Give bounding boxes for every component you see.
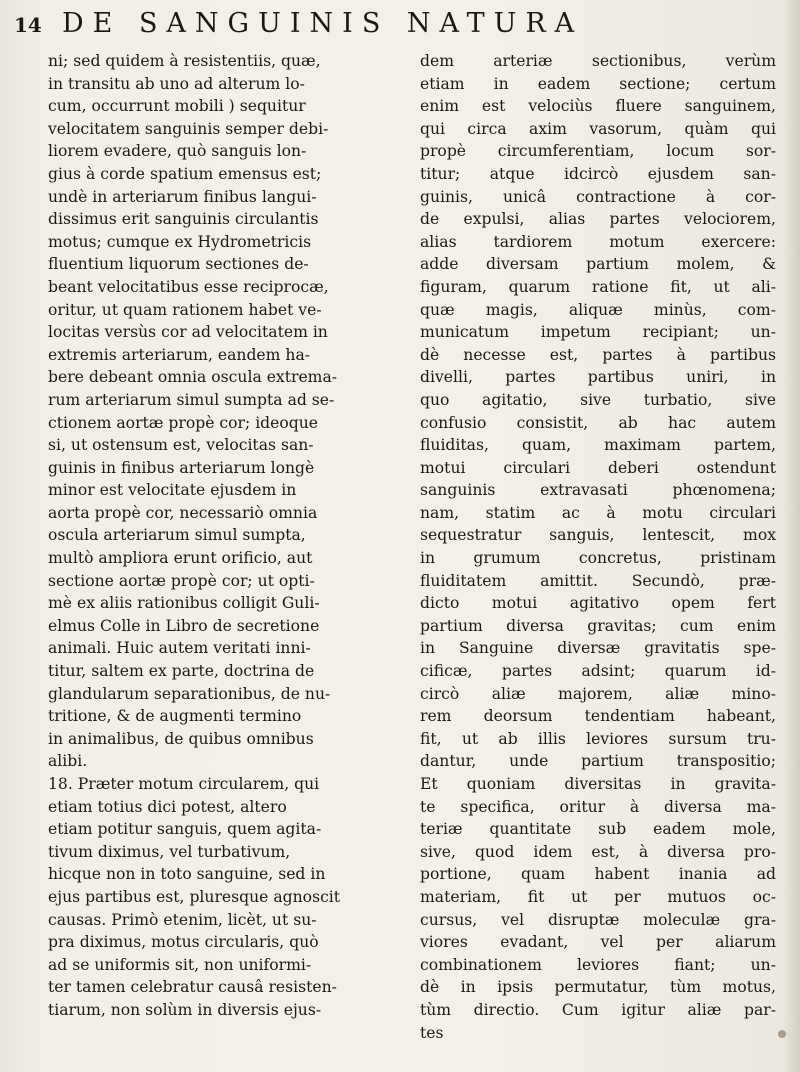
text-line: in Sanguine diversæ gravitatis spe- xyxy=(420,639,776,658)
text-line: alibi. xyxy=(48,752,88,771)
text-line: ni; sed quidem à resistentiis, quæ, xyxy=(48,52,321,70)
text-line: locitas versùs cor ad velocitatem in xyxy=(48,323,328,342)
text-line: sequestratur sanguis, lentescit, mox xyxy=(420,526,776,545)
page-edge-shadow xyxy=(782,0,800,1072)
text-line: in transitu ab uno ad alterum lo- xyxy=(48,74,305,93)
text-line: rum arteriarum simul sumpta ad se- xyxy=(48,390,335,409)
text-line: mè ex aliis rationibus colligit Guli- xyxy=(48,594,320,613)
text-line: combinationem leviores fiant; un- xyxy=(420,955,776,974)
text-line: teriæ quantitate sub eadem mole, xyxy=(420,820,776,839)
text-line: si, ut ostensum est, velocitas san- xyxy=(48,436,314,455)
text-line: fluiditatem amittit. Secundò, præ- xyxy=(420,571,776,590)
text-line: gius à corde spatium emensus est; xyxy=(48,164,322,183)
text-line: qui circa axim vasorum, quàm qui xyxy=(420,119,776,138)
text-line: propè circumferentiam, locum sor- xyxy=(420,142,776,161)
text-line: fit, ut ab illis leviores sursum tru- xyxy=(420,729,776,748)
left-column xyxy=(48,50,396,1022)
text-line: confusio consistit, ab hac autem xyxy=(420,413,776,432)
text-line: motui circulari deberi ostendunt xyxy=(420,458,776,477)
text-line: motus; cumque ex Hydrometricis xyxy=(48,232,312,251)
text-line: dicto motui agitativo opem fert xyxy=(420,594,776,613)
text-line: tes xyxy=(420,1023,444,1042)
text-line: dem arteriæ sectionibus, verùm xyxy=(420,52,776,70)
text-line: guinis in finibus arteriarum longè xyxy=(48,458,315,477)
text-line: undè in arteriarum finibus langui- xyxy=(48,187,317,206)
text-line: oscula arteriarum simul sumpta, xyxy=(48,526,306,545)
text-line: aorta propè cor, necessariò omnia xyxy=(48,503,318,522)
page-number: 14 xyxy=(14,13,42,37)
text-line: viores evadant, vel per aliarum xyxy=(420,933,776,952)
text-line: dissimus erit sanguinis circulantis xyxy=(48,210,319,229)
text-line: glandularum separationibus, de nu- xyxy=(48,684,331,703)
text-line: elmus Colle in Libro de secretione xyxy=(48,616,320,635)
running-title: DE SANGUINIS NATURA xyxy=(62,8,584,39)
text-line: divelli, partes partibus uniri, in xyxy=(420,368,776,387)
text-line: materiam, fit ut per mutuos oc- xyxy=(420,887,776,906)
text-line: quæ magis, aliquæ minùs, com- xyxy=(420,300,776,319)
text-line: alias tardiorem motum exercere: xyxy=(420,232,776,251)
text-line: fluentium liquorum sectiones de- xyxy=(48,255,309,274)
text-line: dè necesse est, partes à partibus xyxy=(420,345,776,364)
text-line: multò ampliora erunt orificio, aut xyxy=(48,549,313,568)
text-line: ctionem aortæ propè cor; ideoque xyxy=(48,413,319,432)
text-line: portione, quam habent inania ad xyxy=(420,865,776,884)
text-line: rem deorsum tendentiam habeant, xyxy=(420,707,776,726)
text-line: ad se uniformis sit, non uniformi- xyxy=(48,955,312,974)
text-line: tùm directio. Cum igitur aliæ par- xyxy=(420,1000,776,1019)
text-line: enim est velociùs fluere sanguinem, xyxy=(420,97,776,116)
ink-smudge xyxy=(778,1030,786,1038)
text-line: in grumum concretus, pristinam xyxy=(420,549,776,568)
text-line: municatum impetum recipiant; un- xyxy=(420,323,776,342)
text-line: minor est velocitate ejusdem in xyxy=(48,481,297,500)
text-line: hicque non in toto sanguine, sed in xyxy=(48,865,326,884)
text-line: ter tamen celebratur causâ resisten- xyxy=(48,978,337,997)
text-line: cificæ, partes adsint; quarum id- xyxy=(420,662,776,681)
text-line: figuram, quarum ratione fit, ut ali- xyxy=(420,277,776,296)
text-line: sanguinis extravasati phœnomena; xyxy=(420,481,776,500)
text-line: velocitatem sanguinis semper debi- xyxy=(48,119,329,138)
text-line: nam, statim ac à motu circulari xyxy=(420,503,776,522)
text-line: etiam totius dici potest, altero xyxy=(48,797,287,816)
text-line: 18. Præter motum circularem, qui xyxy=(48,775,320,793)
text-line: bere debeant omnia oscula extrema- xyxy=(48,368,338,387)
text-line: quo agitatio, sive turbatio, sive xyxy=(420,390,776,409)
text-line: te specifica, oritur à diversa ma- xyxy=(420,797,776,816)
text-line: dè in ipsis permutatur, tùm motus, xyxy=(420,978,776,997)
text-line: pra diximus, motus circularis, quò xyxy=(48,933,319,952)
text-line: sive, quod idem est, à diversa pro- xyxy=(420,842,776,861)
text-line: sectione aortæ propè cor; ut opti- xyxy=(48,571,315,590)
text-line: etiam in eadem sectione; certum xyxy=(420,74,776,93)
text-line: extremis arteriarum, eandem ha- xyxy=(48,345,311,364)
text-line: cum, occurrunt mobili ) sequitur xyxy=(48,97,306,116)
text-line: liorem evadere, quò sanguis lon- xyxy=(48,142,307,161)
text-line: partium diversa gravitas; cum enim xyxy=(420,616,776,635)
text-line: in animalibus, de quibus omnibus xyxy=(48,729,314,748)
text-line: titur, saltem ex parte, doctrina de xyxy=(48,662,315,681)
text-line: tritione, & de augmenti termino xyxy=(48,707,302,726)
right-column xyxy=(420,50,776,1044)
text-line: circò aliæ majorem, aliæ mino- xyxy=(420,684,776,703)
text-line: fluiditas, quam, maximam partem, xyxy=(420,436,776,455)
running-head xyxy=(14,8,790,48)
text-line: beant velocitatibus esse reciprocæ, xyxy=(48,277,329,296)
text-line: causas. Primò etenim, licèt, ut su- xyxy=(48,910,317,929)
text-line: ejus partibus est, pluresque agnoscit xyxy=(48,887,341,906)
text-line: Et quoniam diversitas in gravita- xyxy=(420,775,776,793)
text-line: cursus, vel disruptæ moleculæ gra- xyxy=(420,910,776,929)
text-line: etiam potitur sanguis, quem agita- xyxy=(48,820,322,839)
text-line: titur; atque idcircò ejusdem san- xyxy=(420,164,776,183)
text-line: tiarum, non solùm in diversis ejus- xyxy=(48,1000,322,1019)
text-line: adde diversam partium molem, & xyxy=(420,255,776,274)
text-line: de expulsi, alias partes velociorem, xyxy=(420,210,776,229)
text-line: guinis, unicâ contractione à cor- xyxy=(420,187,776,206)
text-line: oritur, ut quam rationem habet ve- xyxy=(48,300,322,319)
text-line: dantur, unde partium transpositio; xyxy=(420,752,776,771)
text-line: tivum diximus, vel turbativum, xyxy=(48,842,291,861)
text-line: animali. Huic autem veritati inni- xyxy=(48,639,311,658)
